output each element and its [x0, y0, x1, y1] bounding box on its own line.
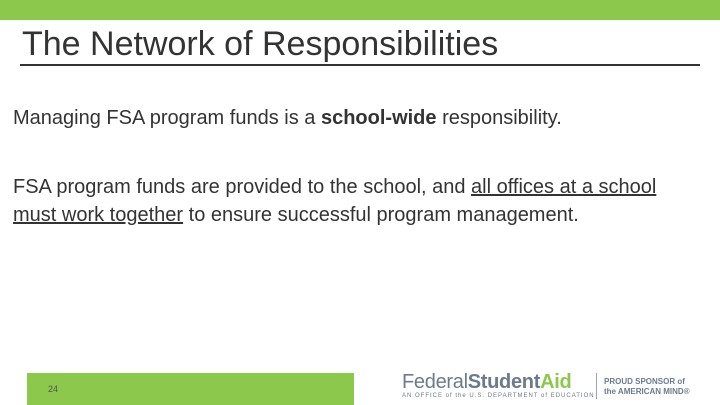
paragraph-offices: [13, 173, 703, 229]
logo-divider: [596, 373, 597, 399]
footer-accent-bar: [27, 373, 354, 405]
logo-federal-text: Federal: [402, 371, 468, 393]
logo-sponsor-line-1: PROUD SPONSOR of: [604, 377, 685, 386]
federal-student-aid-logo: [402, 371, 692, 403]
paragraph-2-underlined-text: all offices at a school must work together: [13, 176, 657, 226]
logo-sponsor-line-2: the AMERICAN MIND®: [604, 387, 690, 396]
logo-tagline: AN OFFICE of the U.S. DEPARTMENT of EDUCATION: [402, 393, 595, 399]
paragraph-1-text-start: Managing FSA program funds is a: [13, 107, 321, 129]
paragraph-1-bold-text: school-wide: [320, 107, 437, 129]
logo-aid-text: Aid: [540, 371, 572, 393]
paragraph-1-text-end: responsibility.: [436, 107, 562, 129]
top-accent-bar: [0, 0, 720, 20]
slide-title: The Network of Responsibilities: [22, 25, 499, 63]
paragraph-2-text-start: FSA program funds are provided to the school, and: [13, 176, 472, 198]
title-underline-rule: [20, 64, 700, 66]
logo-student-text: Student: [467, 371, 541, 393]
logo-sponsor-text: [604, 377, 694, 397]
paragraph-school-wide: [13, 104, 703, 132]
page-number: 24: [48, 384, 59, 394]
paragraph-2-text-end: to ensure successful program management.: [183, 204, 579, 226]
logo-wordmark: [402, 371, 571, 393]
